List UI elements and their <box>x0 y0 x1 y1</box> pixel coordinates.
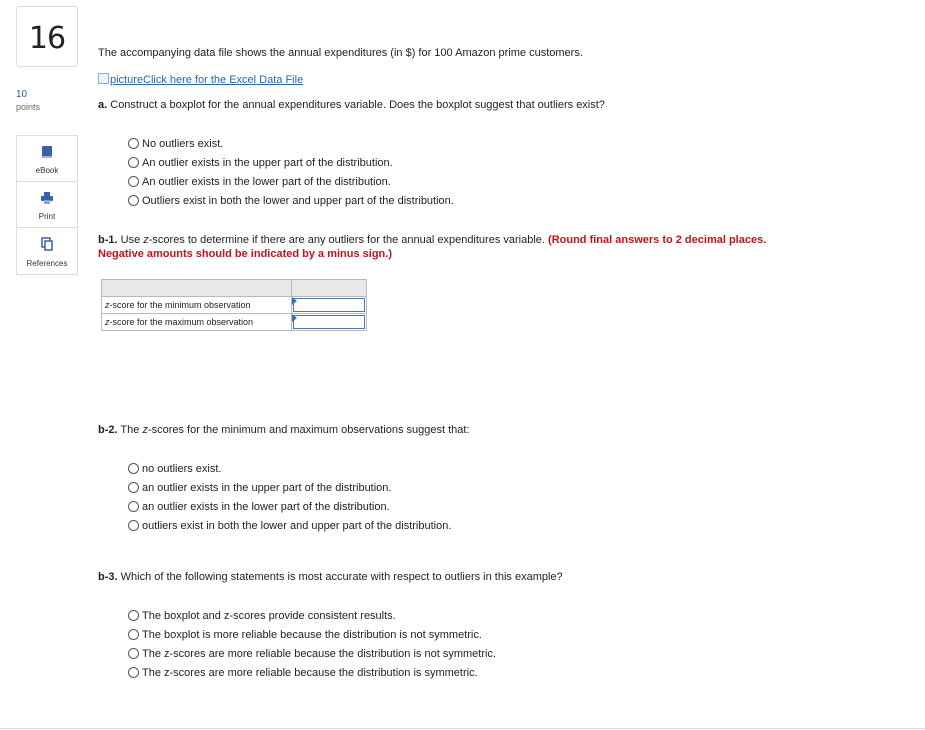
question-number: 16 <box>28 21 66 56</box>
part-a-prefix: a. <box>98 99 108 111</box>
references-label: References <box>26 259 68 268</box>
part-b2-options <box>128 459 451 535</box>
question-stem: The accompanying data file shows the annual expenditures (in $) for 100 Amazon prime customers. <box>98 47 583 59</box>
part-b3-option[interactable] <box>128 663 496 682</box>
tools-panel <box>16 135 78 275</box>
radio-button[interactable] <box>128 482 139 493</box>
part-b1-z: z <box>143 234 149 246</box>
radio-button[interactable] <box>128 195 139 206</box>
option-label: an outlier exists in the upper part of the distribution. <box>142 481 392 494</box>
part-b3-option[interactable] <box>128 644 496 663</box>
ebook-label: eBook <box>35 166 59 175</box>
ebook-button[interactable] <box>17 136 77 182</box>
part-b3-text: Which of the following statements is most accurate with respect to outliers in this example? <box>117 571 563 583</box>
part-b3-option[interactable] <box>128 606 496 625</box>
part-b2-prefix: b-2. <box>98 424 118 436</box>
excel-data-link[interactable] <box>98 73 303 86</box>
part-b1-text-before: Use <box>117 234 144 246</box>
row-label-z: z <box>105 317 110 327</box>
part-b2-z: z <box>142 424 148 436</box>
row-label <box>102 314 292 331</box>
part-a-option[interactable] <box>128 134 454 153</box>
option-label: The z-scores are more reliable because the distribution is symmetric. <box>142 666 478 679</box>
option-label: no outliers exist. <box>142 462 222 475</box>
rounding-instruction: (Round final answers to 2 decimal places. Negative amounts should be indicated by a minus sign.) <box>98 234 767 260</box>
part-b2-text-after: -scores for the minimum and maximum observations suggest that: <box>147 424 470 436</box>
points-value: 10 <box>16 89 28 100</box>
part-b2-option[interactable] <box>128 516 451 535</box>
part-a-question <box>98 99 605 111</box>
table-header-row <box>102 280 367 297</box>
option-label: Outliers exist in both the lower and upper part of the distribution. <box>142 194 454 207</box>
option-label: an outlier exists in the lower part of the distribution. <box>142 500 390 513</box>
part-b3-options <box>128 606 496 682</box>
printer-icon <box>40 191 54 205</box>
part-b1-text-after: -scores to determine if there are any outliers for the annual expenditures variable. <box>148 234 549 246</box>
book-icon <box>40 145 54 159</box>
references-button[interactable] <box>17 228 77 274</box>
row-label <box>102 297 292 314</box>
part-a-option[interactable] <box>128 191 454 210</box>
option-label: The boxplot and z-scores provide consistent results. <box>142 609 396 622</box>
table-row <box>102 314 367 331</box>
part-b2-text-before: The <box>117 424 143 436</box>
option-label: The boxplot is more reliable because the distribution is not symmetric. <box>142 628 482 641</box>
input-flag-icon <box>292 314 297 322</box>
option-label: outliers exist in both the lower and upper part of the distribution. <box>142 519 452 532</box>
radio-button[interactable] <box>128 463 139 474</box>
part-a-text: Construct a boxplot for the annual expenditures variable. Does the boxplot suggest that outliers exist? <box>107 99 605 111</box>
radio-button[interactable] <box>128 157 139 168</box>
part-b2-option[interactable] <box>128 497 451 516</box>
option-label: The z-scores are more reliable because the distribution is not symmetric. <box>142 647 496 660</box>
radio-button[interactable] <box>128 501 139 512</box>
part-a-option[interactable] <box>128 172 454 191</box>
footer-divider <box>0 728 925 729</box>
broken-image-icon <box>98 73 109 84</box>
radio-button[interactable] <box>128 520 139 531</box>
part-a-option[interactable] <box>128 153 454 172</box>
radio-button[interactable] <box>128 138 139 149</box>
radio-button[interactable] <box>128 629 139 640</box>
part-b3-prefix: b-3. <box>98 571 118 583</box>
z-score-min-input[interactable] <box>293 298 365 312</box>
table-row <box>102 297 367 314</box>
part-b2-question <box>98 424 470 436</box>
radio-button[interactable] <box>128 648 139 659</box>
question-number-box <box>16 6 78 67</box>
option-label: An outlier exists in the lower part of the distribution. <box>142 175 391 188</box>
row-label-z: z <box>105 300 110 310</box>
radio-button[interactable] <box>128 176 139 187</box>
row-label-text: -score for the maximum observation <box>109 317 254 327</box>
part-b3-question <box>98 571 563 583</box>
input-flag-icon <box>292 297 297 305</box>
part-b2-option[interactable] <box>128 478 451 497</box>
option-label: An outlier exists in the upper part of the distribution. <box>142 156 393 169</box>
part-b3-option[interactable] <box>128 625 496 644</box>
row-label-text: -score for the minimum observation <box>109 300 251 310</box>
excel-data-link-text: pictureClick here for the Excel Data File <box>110 74 304 86</box>
option-label: No outliers exist. <box>142 137 224 150</box>
copy-icon <box>40 237 54 251</box>
z-score-table <box>101 279 367 331</box>
print-label: Print <box>38 212 56 221</box>
radio-button[interactable] <box>128 667 139 678</box>
part-b2-option[interactable] <box>128 459 451 478</box>
part-b1-prefix: b-1. <box>98 234 118 246</box>
z-score-max-input[interactable] <box>293 315 365 329</box>
print-button[interactable] <box>17 182 77 228</box>
part-a-options <box>128 134 454 210</box>
radio-button[interactable] <box>128 610 139 621</box>
part-b1-question <box>98 233 778 261</box>
points-label: points <box>16 102 41 112</box>
